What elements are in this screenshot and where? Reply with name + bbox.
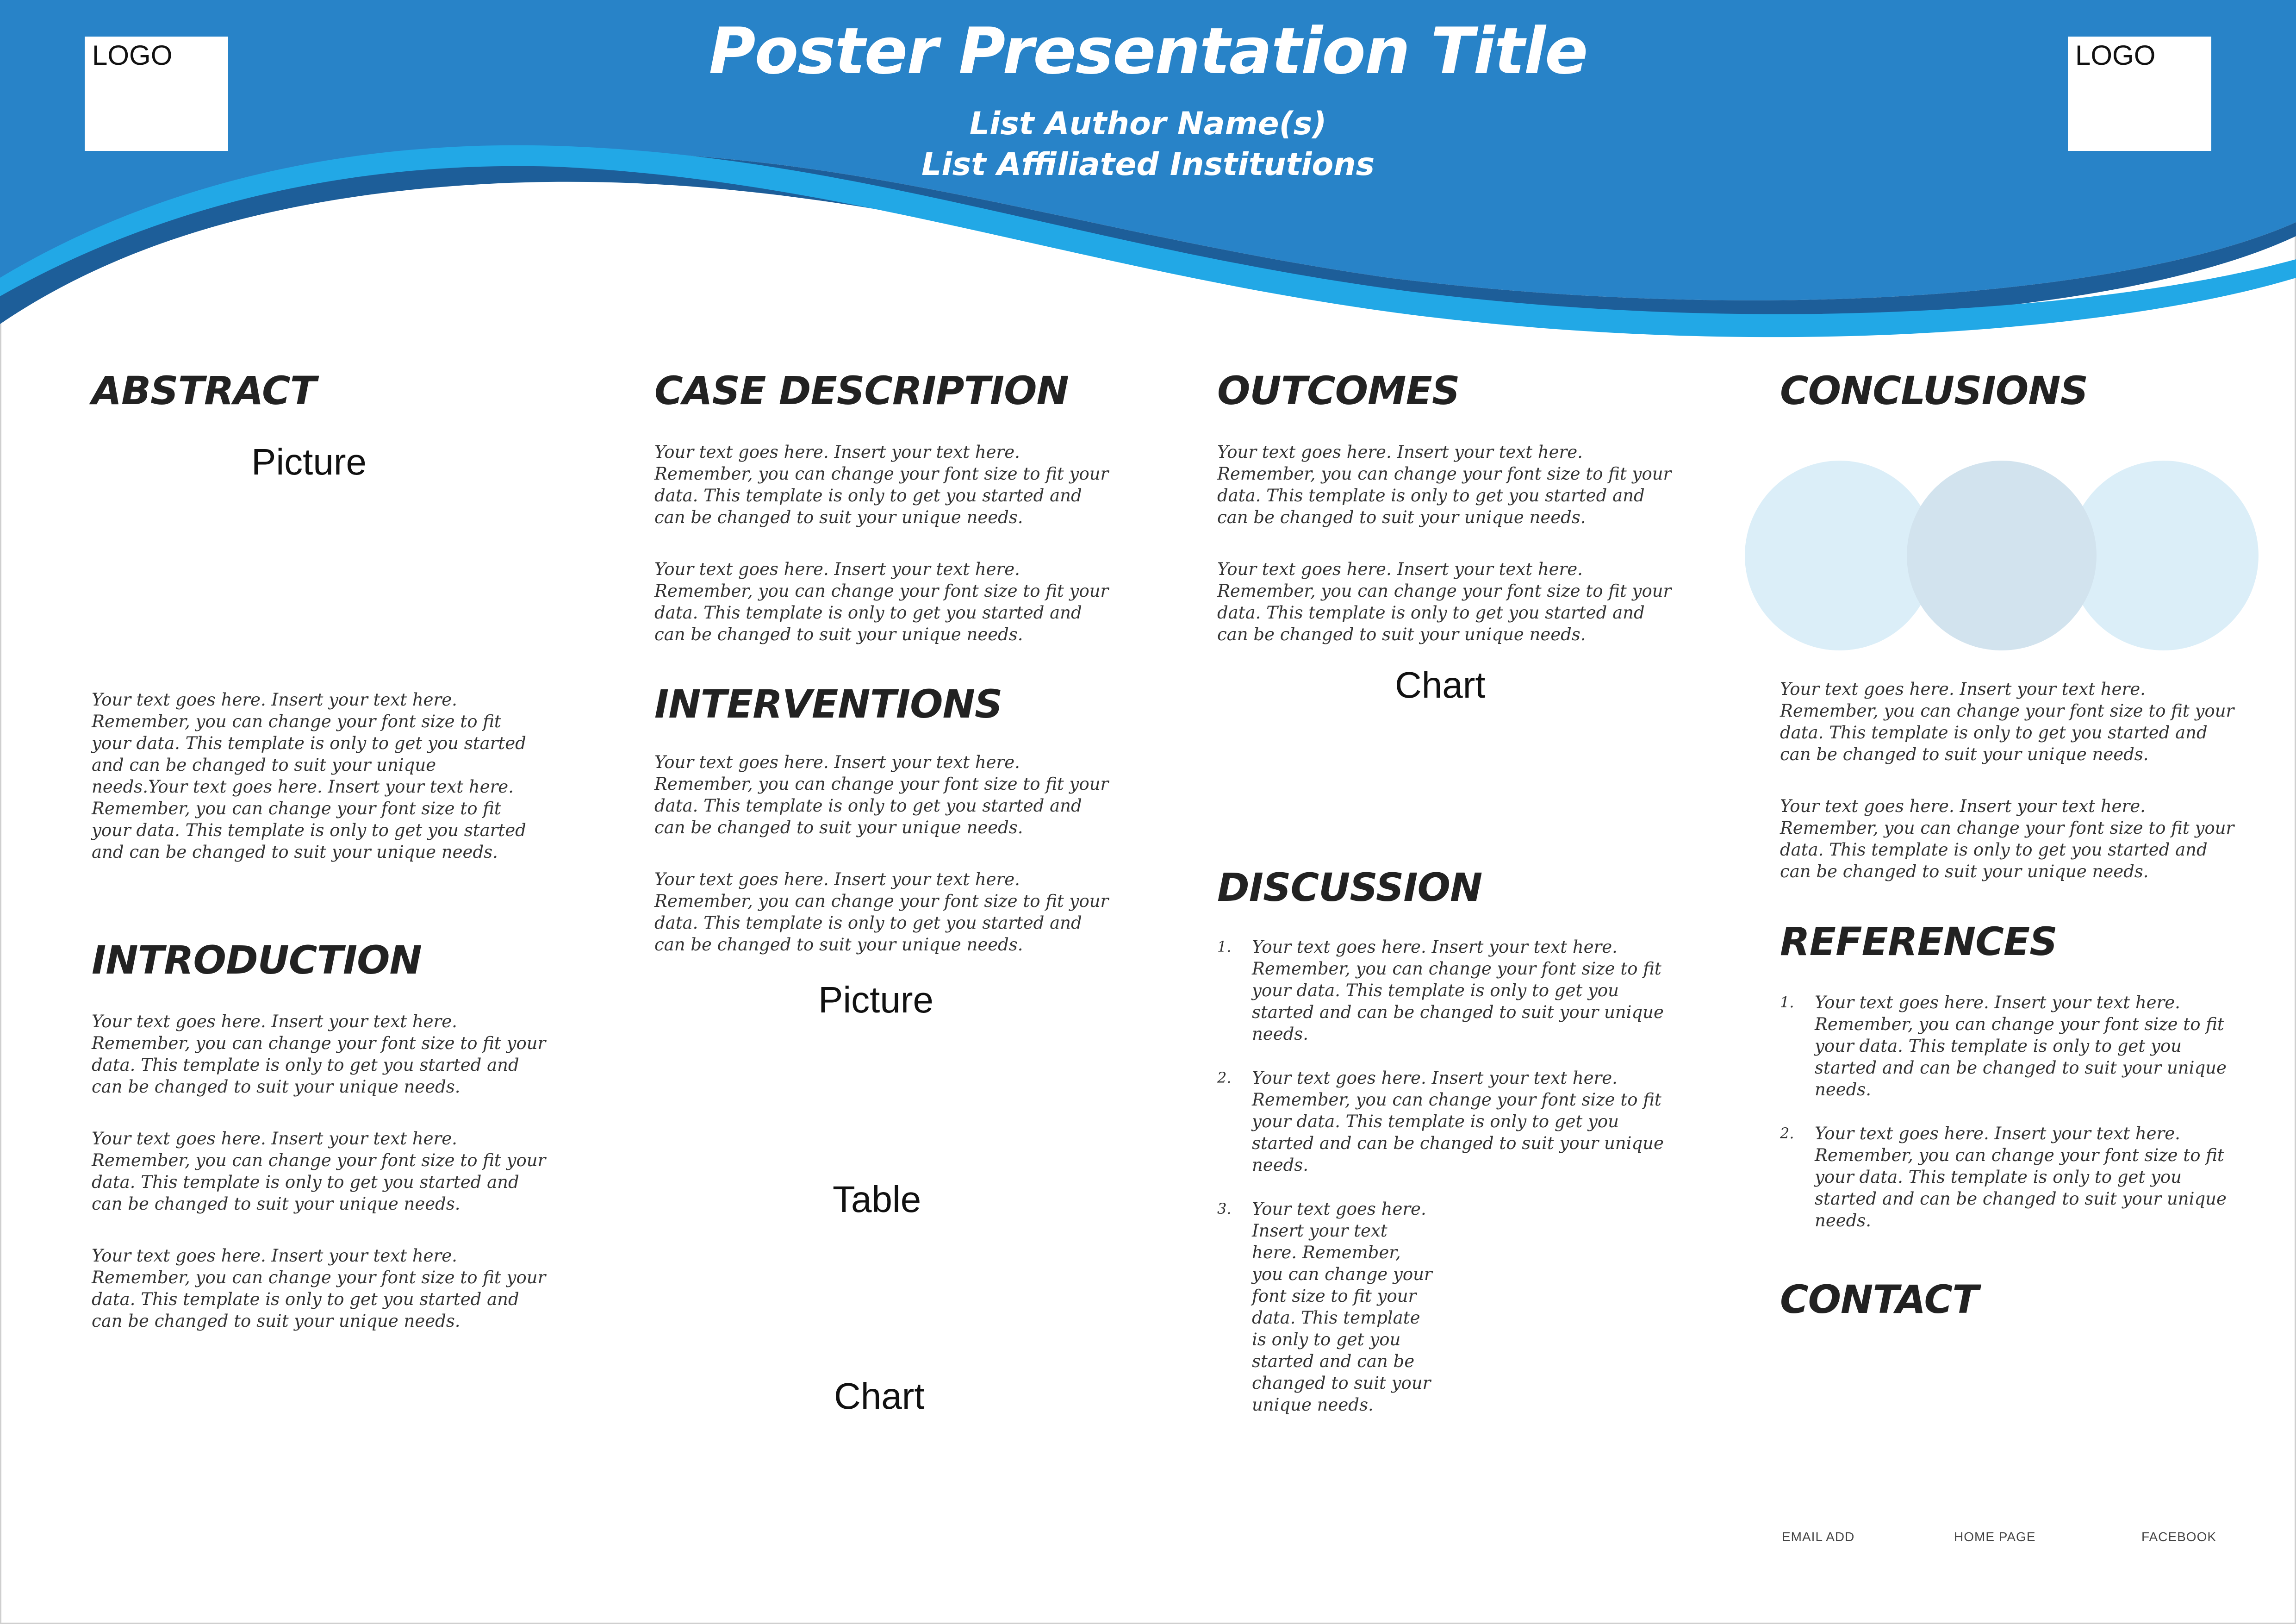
- interventions-paragraph: Your text goes here. Insert your text here. Remember, you can change your font size to fit your data. This template is only to get you started and can be changed to suit your unique needs.: [654, 869, 1109, 955]
- email-address-link[interactable]: EMAIL ADD: [1782, 1530, 1855, 1544]
- conclusions-paragraph: Your text goes here. Insert your text here. Remember, you can change your font size to fit your data. This template is only to get you started and can be changed to suit your unique needs.: [1780, 796, 2234, 881]
- reference-item-number: 1.: [1780, 993, 1794, 1011]
- discussion-item-number: 3.: [1217, 1200, 1232, 1218]
- contact-heading: CONTACT: [1780, 1277, 1979, 1322]
- abstract-text: Your text goes here. Insert your text here. Remember, you can change your font size to fit your data. This template is only to get you started and can be changed to suit your unique needs.Your text goes here. Insert your text here. Remember, you can change your font size to fit your data. This template is only to get you started and can be changed to suit your unique needs.: [92, 690, 526, 862]
- discussion-item-number: 1.: [1217, 938, 1232, 956]
- venn-circle-middle: [1907, 461, 2097, 650]
- case-description-paragraph: Your text goes here. Insert your text here. Remember, you can change your font size to fit your data. This template is only to get you started and can be changed to suit your unique needs.: [654, 442, 1109, 527]
- discussion-list: [1217, 936, 1668, 1416]
- introduction-paragraph: Your text goes here. Insert your text here. Remember, you can change your font size to fit your data. This template is only to get you started and can be changed to suit your unique needs.: [92, 1246, 546, 1331]
- outcomes-paragraph: Your text goes here. Insert your text here. Remember, you can change your font size to fit your data. This template is only to get you started and can be changed to suit your unique needs.: [1217, 559, 1672, 644]
- author-names: List Author Name(s): [969, 106, 1327, 142]
- venn-circle-left: [1745, 461, 1935, 650]
- references-list: [1780, 992, 2231, 1231]
- reference-item: [1780, 992, 2231, 1100]
- logo-right-label: LOGO: [2075, 40, 2156, 71]
- outcomes-paragraph: Your text goes here. Insert your text here. Remember, you can change your font size to fit your data. This template is only to get you started and can be changed to suit your unique needs.: [1217, 442, 1672, 527]
- introduction-heading: INTRODUCTION: [92, 937, 422, 983]
- discussion-item: [1217, 1067, 1668, 1176]
- poster-title: Poster Presentation Title: [709, 14, 1587, 88]
- reference-item-text: Your text goes here. Insert your text here. Remember, you can change your font size to fit your data. This template is only to get you started and can be changed to suit your unique needs.: [1815, 993, 2227, 1099]
- discussion-item: [1217, 936, 1668, 1045]
- discussion-item-number: 2.: [1217, 1069, 1232, 1087]
- affiliated-institutions: List Affiliated Institutions: [921, 146, 1375, 183]
- references-heading: REFERENCES: [1780, 919, 2057, 964]
- reference-item-text: Your text goes here. Insert your text here. Remember, you can change your font size to fit your data. This template is only to get you started and can be changed to suit your unique needs.: [1815, 1124, 2227, 1230]
- venn-circle-right: [2069, 461, 2259, 650]
- facebook-link[interactable]: FACEBOOK: [2141, 1530, 2217, 1544]
- discussion-item: [1217, 1198, 1437, 1416]
- outcomes-chart-placeholder: Chart: [1395, 664, 1486, 706]
- interventions-paragraph: Your text goes here. Insert your text here. Remember, you can change your font size to fit your data. This template is only to get you started and can be changed to suit your unique needs.: [654, 752, 1109, 837]
- discussion-heading: DISCUSSION: [1217, 865, 1482, 910]
- introduction-paragraph: Your text goes here. Insert your text here. Remember, you can change your font size to fit your data. This template is only to get you started and can be changed to suit your unique needs.: [92, 1129, 546, 1214]
- reference-item-number: 2.: [1780, 1124, 1794, 1142]
- discussion-item-text: Your text goes here. Insert your text here. Remember, you can change your font size to fit your data. This template is only to get you started and can be changed to suit your unique needs.: [1252, 1068, 1664, 1175]
- reference-item: [1780, 1123, 2231, 1231]
- interventions-picture-placeholder: Picture: [818, 979, 933, 1020]
- home-page-link[interactable]: HOME PAGE: [1954, 1530, 2036, 1544]
- abstract-heading: ABSTRACT: [92, 368, 316, 413]
- conclusions-paragraph: Your text goes here. Insert your text here. Remember, you can change your font size to fit your data. This template is only to get you started and can be changed to suit your unique needs.: [1780, 679, 2234, 764]
- interventions-heading: INTERVENTIONS: [654, 681, 1002, 727]
- abstract-picture-placeholder: Picture: [251, 441, 367, 482]
- table-placeholder: Table: [833, 1179, 921, 1220]
- venn-diagram-graphic: [1745, 458, 2259, 653]
- case-description-heading: CASE DESCRIPTION: [654, 368, 1069, 413]
- introduction-paragraph: Your text goes here. Insert your text here. Remember, you can change your font size to fit your data. This template is only to get you started and can be changed to suit your unique needs.: [92, 1012, 546, 1097]
- discussion-item-text: Your text goes here. Insert your text here. Remember, you can change your font size to fit your data. This template is only to get you started and can be changed to suit your unique needs.: [1252, 1199, 1432, 1415]
- logo-left-label: LOGO: [92, 40, 173, 71]
- discussion-item-text: Your text goes here. Insert your text here. Remember, you can change your font size to fit your data. This template is only to get you started and can be changed to suit your unique needs.: [1252, 937, 1664, 1044]
- outcomes-heading: OUTCOMES: [1217, 368, 1460, 413]
- interventions-chart-placeholder: Chart: [834, 1375, 925, 1417]
- conclusions-heading: CONCLUSIONS: [1780, 368, 2088, 413]
- case-description-paragraph: Your text goes here. Insert your text here. Remember, you can change your font size to fit your data. This template is only to get you started and can be changed to suit your unique needs.: [654, 559, 1109, 644]
